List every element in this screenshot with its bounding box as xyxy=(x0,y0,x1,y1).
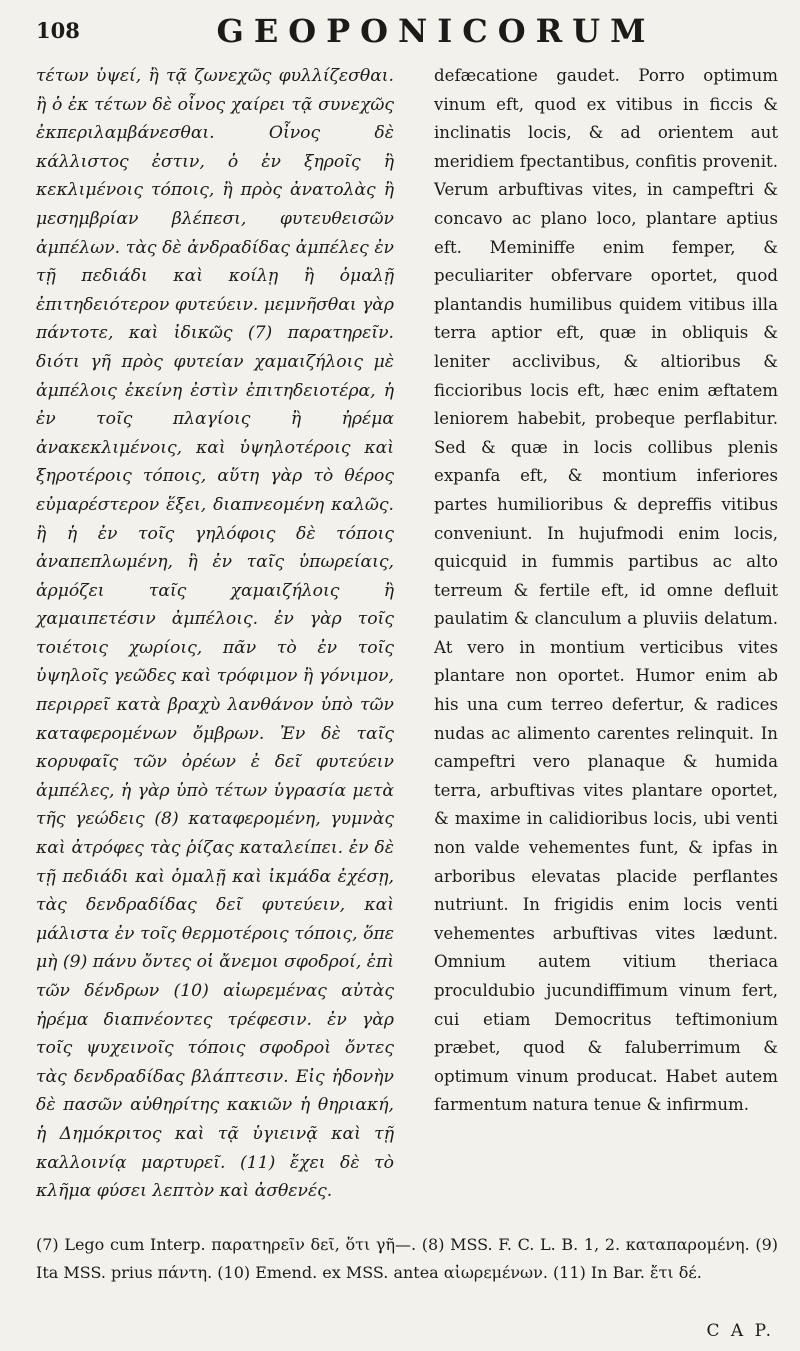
page-header xyxy=(36,12,776,48)
latin-text: defæcatione gaudet. Porro optimum vinum eft, quod ex vitibus in ficcis & inclinatis locis, & ad orientem aut meridiem fpectantibus, confitis provenit. Verum arbuftivas vites, in campeftri & concavo ac plano loco, plantare aptius eft. Meminiffe enim femper, & peculiariter obfervare oportet, quod plantandis humilibus quidem vitibus illa terra aptior eft, quæ in obliquis & leniter acclivibus, & altioribus & ficcioribus locis eft, hæc enim æftatem leniorem habebit, probeque perflabitur. Sed & quæ in locis collibus plenis expanfa eft, & montium inferiores partes humilioribus & depreffis vitibus conveniunt. In hujufmodi enim locis, quicquid in fummis partibus ac alto terreum & fertile eft, id omne defluit paulatim & clanculum a pluviis delatum. At vero in montium verticibus vites plantare non oportet. Humor enim ab his una cum terreo defertur, & radices nudas ac alimento carentes relinquit. In campeftri vero planaque & humida terra, arbuftivas vites plantare oportet, & maxime in calidioribus locis, ubi venti non valde vehementes funt, & ipfas in arboribus elevatas placide perflantes nutriunt. In frigidis enim locis venti vehementes arbuftivas vites lædunt. Omnium autem vitium theriaca proculdubio jucundiffimum vinum fert, cui etiam Democritus teftimonium præbet, quod & faluberrimum & optimum vinum producat. Habet autem farmentum natura tenue & infirmum. xyxy=(434,66,778,1115)
running-title: GEOPONICORUM xyxy=(216,12,656,50)
greek-text-column xyxy=(36,62,394,1206)
page-number: 108 xyxy=(36,18,80,43)
footnotes xyxy=(36,1231,778,1287)
greek-text: τέτων ὑψεί, ἢ τᾷ ζωνεχῶς φυλλίζεσθαι. ἢ ὁ ἐκ τέτων δὲ οἶνος χαίρει τᾷ συνεχῶς ἐκπεριλαμβάνεσθαι. Οἶνος δὲ κάλλιστος ἐστιν, ὁ ἐν ξηροῖς ἢ κεκλιμένοις τόποις, ἢ πρὸς ἀνατολὰς ἢ μεσημβρίαν βλέπεσι, φυτευθεισῶν ἀμπέλων. τὰς δὲ ἀνδραδίδας ἀμπέλες ἐν τῇ πεδιάδι καὶ κοίλῃ ἢ ὁμαλῇ ἐπιτηδειότερον φυτεύειν. μεμνῆσθαι γὰρ πάντοτε, καὶ ἰδικῶς (7) παρατηρεῖν. διότι γῆ πρὸς φυτείαν χαμαιζήλοις μὲ ἀμπέλοις ἐκείνη ἐστὶν ἐπιτηδειοτέρα, ἡ ἐν τοῖς πλαγίοις ἢ ἠρέμα ἀνακεκλιμένοις, καὶ ὑψηλοτέροις καὶ ξηροτέροις τόποις, αὕτη γὰρ τὸ θέρος εὐμαρέστερον ἕξει, διαπνεομένη καλῶς. ἢ ἡ ἐν τοῖς γηλόφοις δὲ τόποις ἀναπεπλωμένη, ἢ ἐν ταῖς ὑπωρείαις, ἁρμόζει ταῖς χαμαιζήλοις ἢ χαμαιπετέσιν ἀμπέλοις. ἐν γὰρ τοῖς τοιέτοις χωρίοις, πᾶν τὸ ἐν τοῖς ὑψηλοῖς γεῶδες καὶ τρόφιμον ἢ γόνιμον, περιρρεῖ κατὰ βραχὺ λανθάνον ὑπὸ τῶν καταφερομένων ὄμβρων. Ἐν δὲ ταῖς κορυφαῖς τῶν ὀρέων ἐ δεῖ φυτεύειν ἀμπέλες, ἡ γὰρ ὑπὸ τέτων ὑγρασία μετὰ τῆς γεώδεις (8) καταφερομένη, γυμνὰς καὶ ἀτρόφες τὰς ῥίζας καταλείπει. ἐν δὲ τῇ πεδιάδι καὶ ὁμαλῇ καὶ ἰκμάδα ἐχέσῃ, τὰς δενδραδίδας δεῖ φυτεύειν, καὶ μάλιστα ἐν τοῖς θερμοτέροις τόποις, ὅπε μὴ (9) πάνυ ὄντες οἱ ἄνεμοι σφοδροί, ἐπὶ τῶν δένδρων (10) αἰωρεμένας αὐτὰς ἠρέμα διαπνέοντες τρέφεσιν. ἐν γὰρ τοῖς ψυχεινοῖς τόποις σφοδροὶ ὄντες τὰς δενδραδίδας βλάπτεσιν. Εἰς ἡδονὴν δὲ πασῶν αὐθηρίτης κακιῶν ἡ θηριακή, ἡ Δημόκριτος καὶ τᾷ ὑγιεινᾷ καὶ τῇ καλλοινίᾳ μαρτυρεῖ. (11) ἔχει δὲ τὸ κλῆμα φύσει λεπτὸν καὶ ἀσθενές. xyxy=(36,66,395,1202)
catchword: C A P. xyxy=(706,1321,774,1341)
latin-text-column xyxy=(434,62,778,1120)
footnotes-text: (7) Lego cum Interp. παρατηρεῖν δεῖ, ὅτι γῆ—. (8) MSS. F. C. L. B. 1, 2. καταπαρομένη. (9) Ita MSS. prius πάντη. (10) Emend. ex MSS. antea αἰωρεμένων. (11) In Bar. ἔτι δέ. xyxy=(36,1235,778,1282)
